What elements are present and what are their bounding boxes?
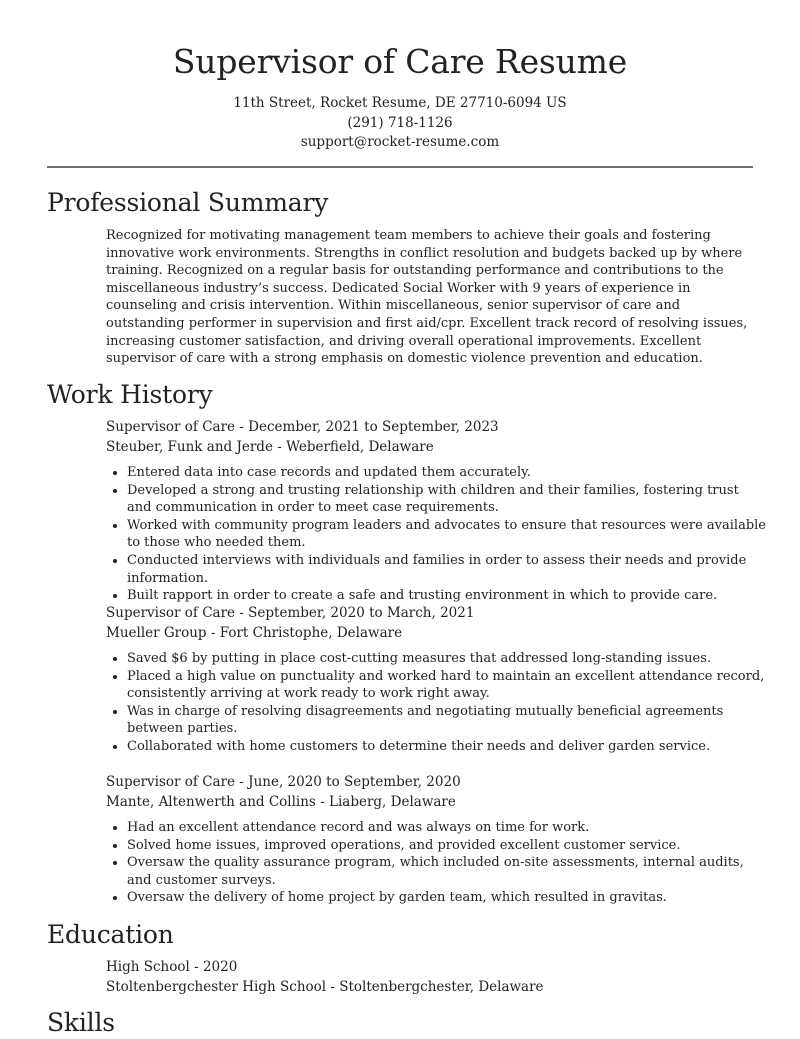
job-title-dates: Supervisor of Care - June, 2020 to September, 2020 [106, 774, 461, 790]
section-title-skills: Skills [47, 1008, 115, 1037]
header-divider [47, 166, 753, 168]
job-company-location: Mante, Altenwerth and Collins - Liaberg, Delaware [106, 793, 456, 810]
job-company-location: Steuber, Funk and Jerde - Weberfield, Delaware [106, 438, 434, 455]
resume-header [0, 0, 800, 153]
job-bullet: • Conducted interviews with individuals and families in order to assess their needs and provide information. [127, 552, 766, 587]
job-bullet: • Oversaw the delivery of home project by garden team, which resulted in gravitas. [127, 889, 766, 907]
job-entry [106, 418, 766, 605]
job-bullet: • Was in charge of resolving disagreements and negotiating mutually beneficial agreements between parties. [127, 703, 766, 738]
section-title-summary: Professional Summary [47, 188, 329, 217]
job-entry [106, 604, 766, 756]
job-bullets [106, 819, 766, 907]
job-bullet: • Collaborated with home customers to determine their needs and deliver garden service. [127, 738, 766, 756]
education-degree-year: High School - 2020 [106, 959, 238, 975]
section-title-work-history: Work History [47, 380, 213, 409]
job-bullet: • Built rapport in order to create a safe and trusting environment in which to provide care. [127, 587, 766, 605]
section-title-education: Education [47, 920, 174, 949]
job-bullet: • Placed a high value on punctuality and worked hard to maintain an excellent attendance record, consistently arriving at work ready to work right away. [127, 668, 766, 703]
job-bullets [106, 464, 766, 605]
job-bullet: • Entered data into case records and updated them accurately. [127, 464, 766, 482]
job-bullet: • Worked with community program leaders and advocates to ensure that resources were available to those who needed them. [127, 517, 766, 552]
education-school-location: Stoltenbergchester High School - Stoltenbergchester, Delaware [106, 978, 544, 995]
job-title-dates: Supervisor of Care - September, 2020 to March, 2021 [106, 605, 475, 621]
contact-address: 11th Street, Rocket Resume, DE 27710-6094 US [233, 95, 567, 111]
summary-text: Recognized for motivating management team members to achieve their goals and fostering innovative work environments. Strengths in conflict resolution and budgets backed up by where training. Recognized on a regular basis for outstanding performance and contributions to the miscellaneous industry’s success. Dedicated Social Worker with 9 years of experience in counseling and crisis intervention. Within miscellaneous, senior supervisor of care and outstanding performer in supervision and first aid/cpr. Excellent track record of resolving issues, increasing customer satisfaction, and driving overall operational improvements. Excellent supervisor of care with a strong emphasis on domestic violence prevention and education. [106, 228, 748, 367]
job-title-dates: Supervisor of Care - December, 2021 to September, 2023 [106, 419, 499, 435]
contact-phone: (291) 718-1126 [347, 114, 453, 131]
contact-info [0, 94, 800, 153]
job-bullet: • Developed a strong and trusting relationship with children and their families, fostering trust and communication in order to meet case requirements. [127, 482, 766, 517]
job-bullets [106, 650, 766, 756]
job-company-location: Mueller Group - Fort Christophe, Delaware [106, 624, 403, 641]
job-bullet: • Solved home issues, improved operations, and provided excellent customer service. [127, 837, 766, 855]
education-entry [106, 958, 544, 997]
resume-title: Supervisor of Care Resume [172, 42, 628, 81]
job-bullet: • Saved $6 by putting in place cost-cutting measures that addressed long-standing issues. [127, 650, 766, 668]
job-entry [106, 773, 766, 907]
job-bullet: • Oversaw the quality assurance program, which included on-site assessments, internal audits, and customer surveys. [127, 854, 766, 889]
job-bullet: • Had an excellent attendance record and was always on time for work. [127, 819, 766, 837]
contact-email: support@rocket-resume.com [300, 134, 500, 150]
